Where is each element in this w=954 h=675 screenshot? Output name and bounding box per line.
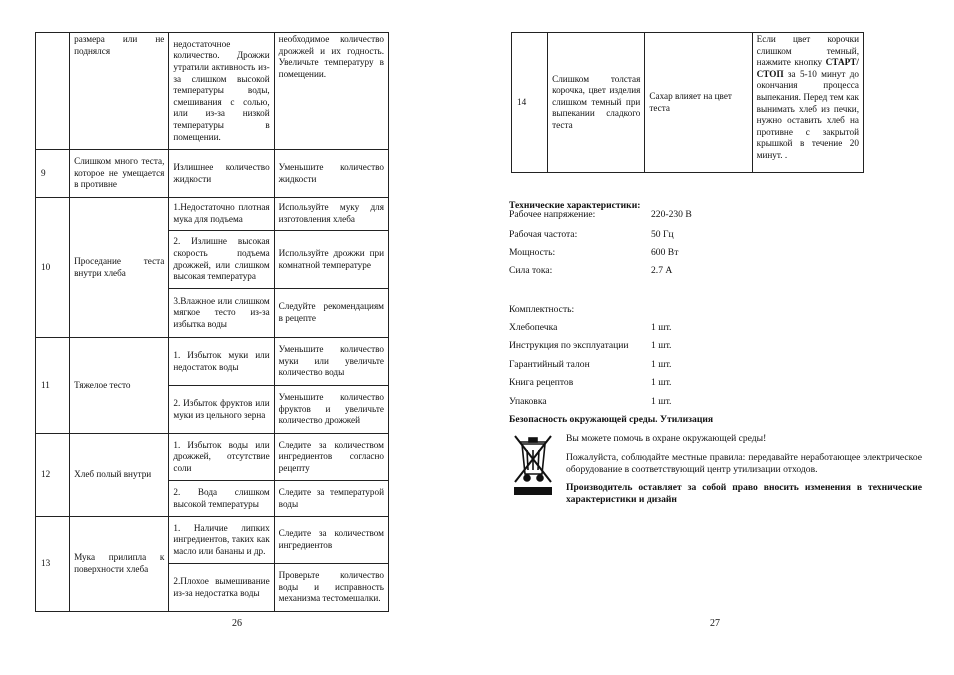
cause-cell: 2.Плохое вымешивание из-за недостатка воды xyxy=(169,564,274,612)
env-text-2: Пожалуйста, соблюдайте местные правила: передавайте неработающее электрическое оборудование в соответствующий центр утилизации отходов. xyxy=(566,452,922,475)
cause-cell: 1. Избыток муки или недостаток воды xyxy=(169,338,274,386)
table-row xyxy=(512,33,864,173)
kit-item-qty: 1 шт. xyxy=(651,396,672,407)
page-number: 27 xyxy=(710,618,720,629)
tech-title: Технические характеристики: xyxy=(509,200,641,211)
cause-cell: Сахар влияет на цвет теста xyxy=(645,33,752,173)
cause-cell: 1. Наличие липких ингредиентов, таких как масло или бананы и др. xyxy=(169,517,274,564)
problem-cell: Проседание теста внутри хлеба xyxy=(70,198,169,338)
page-number: 26 xyxy=(232,618,242,629)
solution-cell: Следите за количеством ингредиентов xyxy=(274,517,388,564)
solution-cell: Следите за температурой воды xyxy=(274,481,388,517)
kit-item-label: Упаковка xyxy=(509,396,547,407)
kit-item-qty: 1 шт. xyxy=(651,322,672,333)
problem-cell: Мука прилипла к поверхности хлеба xyxy=(70,517,169,612)
spec-label: Рабочая частота: xyxy=(509,229,578,240)
start-stop-label: СТАРТ/СТОП xyxy=(756,57,859,79)
problem-cell: Слишком много теста, которое не умещается в противне xyxy=(70,150,169,198)
spec-value: 220-230 В xyxy=(651,209,692,220)
spec-label: Мощность: xyxy=(509,247,556,258)
table-row xyxy=(36,150,389,198)
row-number: 13 xyxy=(36,517,70,612)
cause-cell: недостаточное количество. Дрожжи утратили активность из-за слишком высокой температуры воды, смешивания с солью, или из-за низкой температуры в помещении. xyxy=(169,33,274,150)
problem-cell: Тяжелое тесто xyxy=(70,338,169,434)
problem-cell: размера или не поднялся xyxy=(70,33,169,150)
spec-value: 2.7 А xyxy=(651,265,673,276)
row-number: 14 xyxy=(512,33,548,173)
row-number xyxy=(36,33,70,150)
kit-item-label: Книга рецептов xyxy=(509,377,574,388)
table-row xyxy=(36,198,389,231)
kit-item-label: Хлебопечка xyxy=(509,322,558,333)
solution-cell: Уменьшите количество фруктов и увеличьте количество дрожжей xyxy=(274,386,388,434)
solution-cell xyxy=(752,33,863,173)
solution-cell: Уменьшите количество жидкости xyxy=(274,150,388,198)
row-number: 10 xyxy=(36,198,70,338)
crossed-out-wheelie-bin-icon xyxy=(511,430,555,496)
troubleshooting-table-continued xyxy=(511,32,864,173)
cause-cell: 2. Вода слишком высокой температуры xyxy=(169,481,274,517)
solution-cell: Проверьте количество воды и исправность механизма тестомешалки. xyxy=(274,564,388,612)
solution-text: Если цвет корочки слишком темный, нажмите кнопку xyxy=(756,34,859,68)
table-row xyxy=(36,517,389,564)
row-number: 11 xyxy=(36,338,70,434)
env-title: Безопасность окружающей среды. Утилизация xyxy=(509,414,714,425)
env-text-1: Вы можете помочь в охране окружающей среды! xyxy=(566,433,767,444)
kit-item-qty: 1 шт. xyxy=(651,377,672,388)
spec-label: Рабочее напряжение: xyxy=(509,209,596,220)
spec-value: 600 Вт xyxy=(651,247,679,258)
spec-value: 50 Гц xyxy=(651,229,674,240)
solution-cell: Используйте муку для изготовления хлеба xyxy=(274,198,388,231)
cause-cell: 2. Излишне высокая скорость подъема дрожжей, или слишком высокая температура xyxy=(169,231,274,289)
cause-cell: 1. Избыток воды или дрожжей, отсутствие соли xyxy=(169,434,274,481)
solution-cell: Следуйте рекомендациям в рецепте xyxy=(274,289,388,338)
kit-item-label: Инструкция по эксплуатации xyxy=(509,340,629,351)
kit-item-label: Гарантийный талон xyxy=(509,359,590,370)
env-text-3: Производитель оставляет за собой право вносить изменения в технические характеристики и дизайн xyxy=(566,482,922,505)
table-row xyxy=(36,434,389,481)
solution-cell: Следите за количеством ингредиентов согласно рецепту xyxy=(274,434,388,481)
row-number: 9 xyxy=(36,150,70,198)
cause-cell: 1.Недостаточно плотная мука для подъема xyxy=(169,198,274,231)
table-row xyxy=(36,33,389,150)
cause-cell: 2. Избыток фруктов или муки из цельного зерна xyxy=(169,386,274,434)
row-number: 12 xyxy=(36,434,70,517)
kit-item-qty: 1 шт. xyxy=(651,340,672,351)
solution-cell: необходимое количество дрожжей и их годность. Увеличьте температуру в помещении. xyxy=(274,33,388,150)
solution-cell: Используйте дрожжи при комнатной температуре xyxy=(274,231,388,289)
solution-text: за 5-10 минут до окончания процесса выпекания. Перед тем как вынимать хлеб из печки, нужно оставить хлеб на противне с закрытой крышкой в течение 20 минут. . xyxy=(756,68,859,160)
kit-item-qty: 1 шт. xyxy=(651,359,672,370)
kit-title: Комплектность: xyxy=(509,304,575,315)
problem-cell: Слишком толстая корочка, цвет изделия слишком темный при выпекании сладкого теста xyxy=(548,33,645,173)
troubleshooting-table xyxy=(35,32,389,612)
cause-cell: Излишнее количество жидкости xyxy=(169,150,274,198)
problem-cell: Хлеб полый внутри xyxy=(70,434,169,517)
spec-label: Сила тока: xyxy=(509,265,553,276)
solution-cell: Уменьшите количество муки или увеличьте количество воды xyxy=(274,338,388,386)
cause-cell: 3.Влажное или слишком мягкое тесто из-за избытка воды xyxy=(169,289,274,338)
table-row xyxy=(36,338,389,386)
